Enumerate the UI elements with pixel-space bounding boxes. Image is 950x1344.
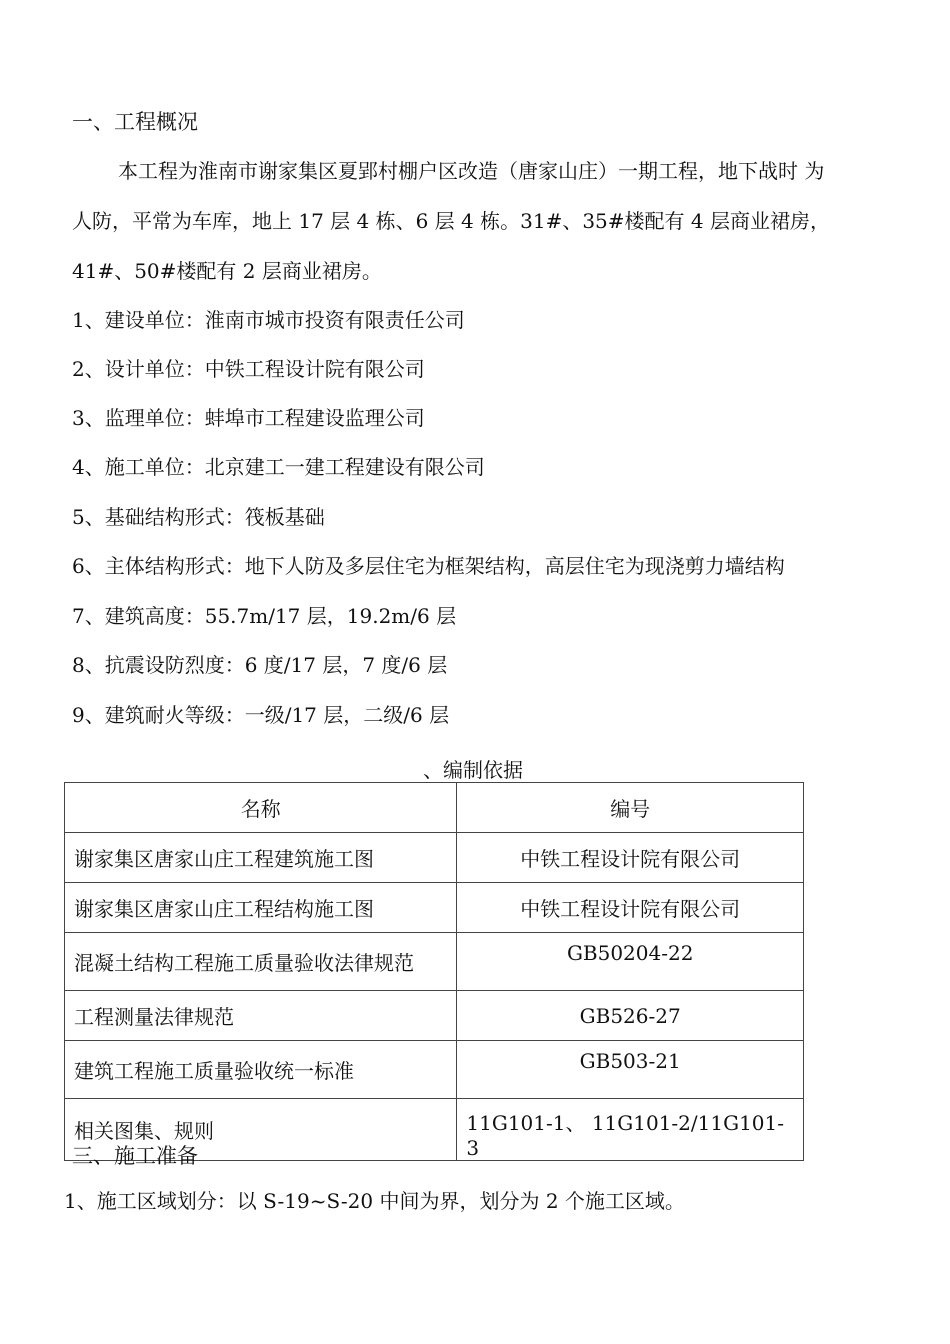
overview-item-2: 2、设计单位：中铁工程设计院有限公司 bbox=[72, 357, 425, 381]
table-row bbox=[65, 833, 804, 883]
table-row bbox=[65, 883, 804, 933]
section3-title: 三、施工准备 bbox=[72, 1144, 198, 1168]
row-code: GB526-27 bbox=[457, 991, 804, 1041]
overview-item-8: 8、抗震设防烈度：6 度/17 层，7 度/6 层 bbox=[72, 653, 448, 677]
overview-item-6: 6、主体结构形式：地下人防及多层住宅为框架结构，高层住宅为现浇剪力墙结构 bbox=[72, 554, 785, 578]
row-name: 工程测量法律规范 bbox=[65, 991, 457, 1041]
table-row bbox=[65, 933, 804, 991]
overview-item-3: 3、监理单位：蚌埠市工程建设监理公司 bbox=[72, 406, 425, 430]
section2-title: 、编制依据 bbox=[423, 758, 523, 782]
row-name: 相关图集、规则 bbox=[65, 1099, 457, 1161]
header-name: 名称 bbox=[65, 783, 457, 833]
header-code: 编号 bbox=[457, 783, 804, 833]
row-name: 谢家集区唐家山庄工程建筑施工图 bbox=[65, 833, 457, 883]
row-code: 11G101-1、 11G101-2/11G101-3 bbox=[457, 1099, 804, 1161]
overview-item-5: 5、基础结构形式：筏板基础 bbox=[72, 505, 325, 529]
overview-item-9: 9、建筑耐火等级：一级/17 层，二级/6 层 bbox=[72, 703, 450, 727]
overview-item-7: 7、建筑高度：55.7m/17 层，19.2m/6 层 bbox=[72, 604, 457, 628]
row-code: 中铁工程设计院有限公司 bbox=[457, 883, 804, 933]
row-name: 混凝土结构工程施工质量验收法律规范 bbox=[65, 933, 457, 991]
row-code: GB503-21 bbox=[457, 1041, 804, 1099]
basis-table bbox=[64, 782, 804, 1161]
row-name: 建筑工程施工质量验收统一标准 bbox=[65, 1041, 457, 1099]
intro-line-1: 本工程为淮南市谢家集区夏郢村棚户区改造（唐家山庄）一期工程，地下战时 为 bbox=[118, 159, 825, 183]
overview-item-1: 1、建设单位：淮南市城市投资有限责任公司 bbox=[72, 308, 465, 332]
preparation-item-1: 1、施工区域划分：以 S-19~S-20 中间为界，划分为 2 个施工区域。 bbox=[64, 1189, 685, 1213]
row-name: 谢家集区唐家山庄工程结构施工图 bbox=[65, 883, 457, 933]
row-code: GB50204-22 bbox=[457, 933, 804, 991]
table-row bbox=[65, 1041, 804, 1099]
table-header-row bbox=[65, 783, 804, 833]
intro-line-2: 人防，平常为车库，地上 17 层 4 栋、6 层 4 栋。31#、35#楼配有 4 层商业裙房， bbox=[72, 209, 830, 233]
row-code: 中铁工程设计院有限公司 bbox=[457, 833, 804, 883]
section1-title: 一、工程概况 bbox=[72, 110, 198, 134]
intro-line-3: 41#、50#楼配有 2 层商业裙房。 bbox=[72, 259, 382, 283]
table-row bbox=[65, 991, 804, 1041]
overview-item-4: 4、施工单位：北京建工一建工程建设有限公司 bbox=[72, 455, 485, 479]
